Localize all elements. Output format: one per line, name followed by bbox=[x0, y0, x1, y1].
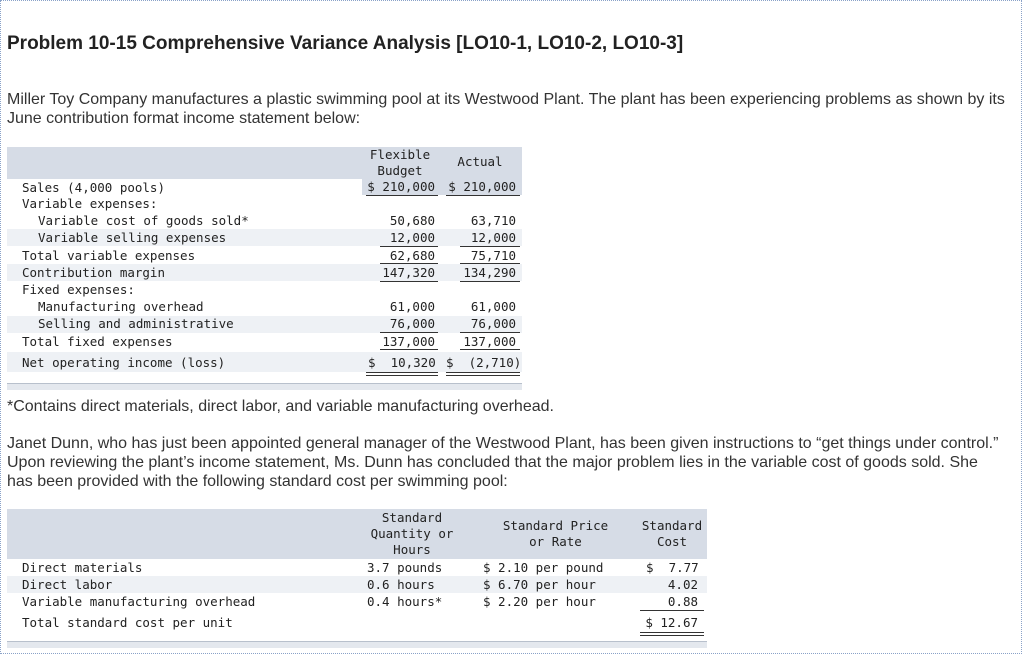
footnote: *Contains direct materials, direct labor, and variable manufacturing overhead. bbox=[7, 398, 554, 415]
row-label: Contribution margin bbox=[22, 265, 165, 280]
cost-price: $ 2.10 per pound bbox=[483, 560, 604, 575]
actual-value: 76,000 bbox=[470, 316, 516, 331]
problem-title: Problem 10-15 Comprehensive Variance Analysis [LO10-1, LO10-2, LO10-3] bbox=[7, 33, 684, 54]
intro-paragraph: Miller Toy Company manufactures a plastic swimming pool at its Westwood Plant. The plant has been experiencing problems as shown by its June contribution format income statement below: bbox=[7, 91, 1005, 127]
cost-price: $ 6.70 per hour bbox=[483, 577, 596, 592]
standard-cost-header: Standard Cost bbox=[641, 518, 703, 549]
underline bbox=[366, 195, 438, 196]
cost-quantity: 0.4 hours* bbox=[367, 594, 443, 609]
actual-value: $ 210,000 bbox=[448, 179, 516, 194]
double-underline bbox=[640, 632, 704, 636]
double-underline bbox=[446, 372, 520, 376]
flex-value: 137,000 bbox=[382, 334, 435, 349]
cost-quantity: 0.6 hours bbox=[367, 577, 435, 592]
cost-price: $ 2.20 per hour bbox=[483, 594, 596, 609]
row-label: Manufacturing overhead bbox=[38, 299, 204, 314]
table-footer-bar bbox=[7, 383, 522, 390]
actual-value: 75,710 bbox=[470, 248, 516, 263]
row-label: Variable cost of goods sold* bbox=[38, 213, 249, 228]
flex-value: 50,680 bbox=[389, 213, 435, 228]
underline bbox=[446, 195, 520, 196]
actual-header: Actual bbox=[457, 154, 503, 169]
underline bbox=[460, 246, 520, 247]
row-label: Variable selling expenses bbox=[38, 230, 227, 245]
row-label: Total fixed expenses bbox=[22, 334, 173, 349]
cost-row-label: Total standard cost per unit bbox=[22, 615, 233, 630]
cost-value: $ 7.77 bbox=[646, 560, 699, 575]
actual-value: $ (2,710) bbox=[446, 355, 522, 370]
actual-value: 63,710 bbox=[470, 213, 516, 228]
actual-value: 134,290 bbox=[463, 265, 516, 280]
actual-value: 137,000 bbox=[463, 334, 516, 349]
actual-value: 61,000 bbox=[470, 299, 516, 314]
row-label: Selling and administrative bbox=[38, 316, 234, 331]
standard-price-header: Standard Price or Rate bbox=[502, 518, 609, 549]
cost-quantity: 3.7 pounds bbox=[367, 560, 443, 575]
underline bbox=[640, 610, 704, 611]
row-label: Variable expenses: bbox=[22, 196, 158, 211]
cost-row-label: Variable manufacturing overhead bbox=[22, 594, 256, 609]
dunn-paragraph: Janet Dunn, who has just been appointed general manager of the Westwood Plant, has been given instructions to “get things under control.” Upon reviewing the plant’s income statement, Ms. Dunn has concluded that the major problem lies in the variable cost of goods sold. She has been provided with the following standard cost per swimming pool: bbox=[7, 435, 999, 490]
standard-quantity-header: Standard Quantity or Hours bbox=[370, 510, 454, 557]
row-label: Total variable expenses bbox=[22, 248, 196, 263]
cost-value: 0.88 bbox=[667, 594, 698, 609]
flex-value: 62,680 bbox=[389, 248, 435, 263]
flex-value: 76,000 bbox=[389, 316, 435, 331]
underline bbox=[380, 281, 438, 282]
cost-value: 4.02 bbox=[667, 577, 698, 592]
underline bbox=[380, 332, 438, 333]
table-footer-bar bbox=[7, 641, 707, 648]
double-underline bbox=[366, 372, 438, 376]
flex-value: 147,320 bbox=[382, 265, 435, 280]
row-label: Sales (4,000 pools) bbox=[22, 180, 165, 195]
cost-row-label: Direct labor bbox=[22, 577, 113, 592]
flex-value: $ 210,000 bbox=[367, 179, 435, 194]
row-label: Fixed expenses: bbox=[22, 282, 135, 297]
row-label: Net operating income (loss) bbox=[22, 355, 226, 370]
flex-value: $ 10,320 bbox=[368, 355, 436, 370]
flex-value: 12,000 bbox=[389, 230, 435, 245]
underline bbox=[460, 332, 520, 333]
flexible-budget-header: Flexible Budget bbox=[369, 147, 431, 178]
underline bbox=[460, 281, 520, 282]
underline bbox=[380, 246, 438, 247]
cost-value: $ 12.67 bbox=[645, 615, 698, 630]
actual-value: 12,000 bbox=[470, 230, 516, 245]
flex-value: 61,000 bbox=[389, 299, 435, 314]
cost-row-label: Direct materials bbox=[22, 560, 143, 575]
